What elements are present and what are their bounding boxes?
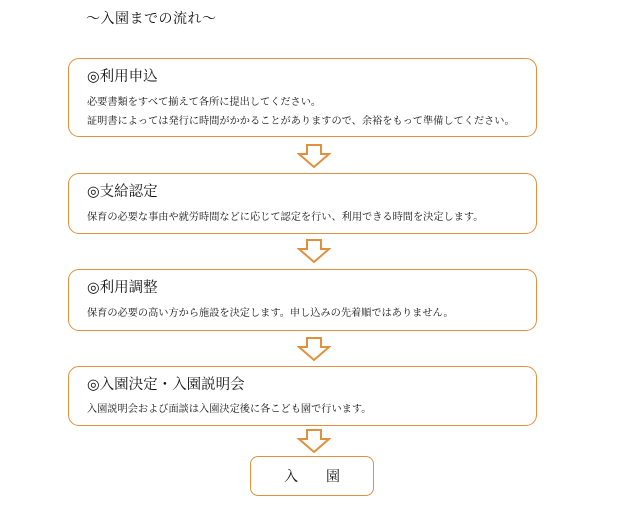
down-arrow-icon <box>297 429 331 453</box>
down-arrow-icon <box>297 239 331 263</box>
step-description-admission-decision <box>87 400 371 419</box>
admission-box <box>250 456 374 496</box>
down-arrow-icon <box>297 144 331 168</box>
admission-label: 入 園 <box>284 469 340 485</box>
step-description-line: 必要書類をすべて揃えて各所に提出してください。 <box>87 97 322 108</box>
page-title: ～入園までの流れ～ <box>86 11 217 27</box>
step-description-line: 入園説明会および面談は入園決定後に各こども園で行います。 <box>87 404 372 415</box>
step-box-admission-decision <box>68 366 537 426</box>
step-description-certification <box>87 208 484 227</box>
step-title-adjustment: ◎利用調整 <box>87 280 158 296</box>
step-box-adjustment <box>68 269 537 331</box>
step-title-application: ◎利用申込 <box>87 69 158 85</box>
step-box-application <box>68 58 537 137</box>
step-box-certification <box>68 173 537 234</box>
step-description-adjustment <box>87 304 454 323</box>
step-description-line: 保育の必要の高い方から施設を決定します。申し込みの先着順ではありません。 <box>87 308 454 319</box>
down-arrow-icon <box>297 337 331 361</box>
step-title-admission-decision: ◎入園決定・入園説明会 <box>87 377 245 393</box>
step-description-line: 保育の必要な事由や就労時間などに応じて認定を行い、利用できる時間を決定します。 <box>87 212 484 223</box>
step-title-certification: ◎支給認定 <box>87 184 158 200</box>
step-description-line: 証明書によっては発行に時間がかかることがありますので、余裕をもって準備してください。 <box>87 116 515 127</box>
step-description-application <box>87 93 515 131</box>
